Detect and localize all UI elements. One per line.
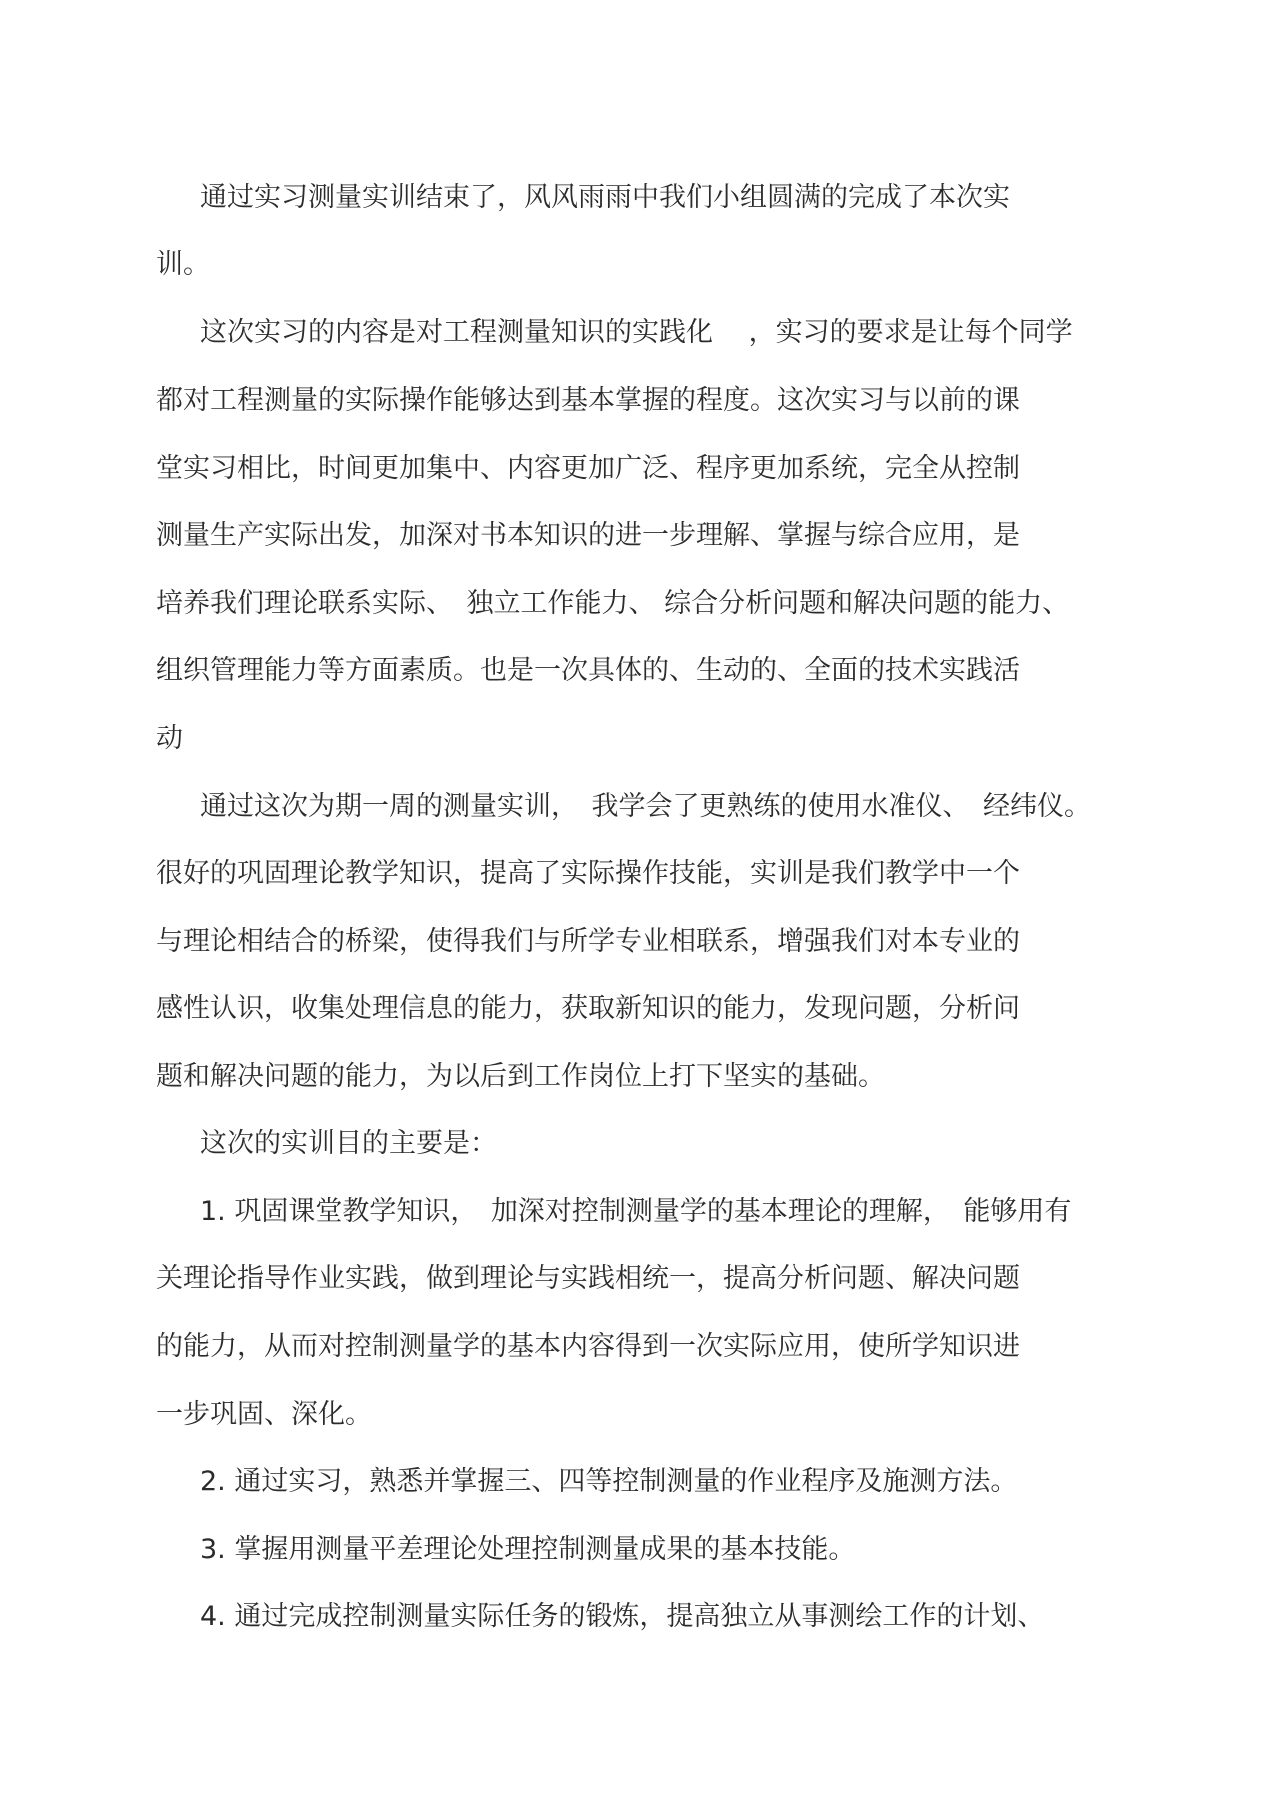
text-line: 测量生产实际出发，加深对书本知识的进一步理解、掌握与综合应用，是 xyxy=(156,520,1020,551)
list-item-line: 3. 掌握用测量平差理论处理控制测量成果的基本技能。 xyxy=(200,1534,856,1565)
text-line: 组织管理能力等方面素质。也是一次具体的、生动的、全面的技术实践活 xyxy=(156,655,1020,686)
text-line: 感性认识，收集处理信息的能力，获取新知识的能力，发现问题，分析问 xyxy=(156,993,1020,1024)
text-line: 堂实习相比，时间更加集中、内容更加广泛、程序更加系统，完全从控制 xyxy=(156,453,1020,484)
text-line: 通过这次为期一周的测量实训， 我学会了更熟练的使用水准仪、 经纬仪。 xyxy=(200,791,1091,822)
text-line: 很好的巩固理论教学知识，提高了实际操作技能，实训是我们教学中一个 xyxy=(156,858,1020,889)
list-item-line: 2. 通过实习，熟悉并掌握三、四等控制测量的作业程序及施测方法。 xyxy=(200,1466,1018,1497)
text-line: 训。 xyxy=(156,249,210,280)
text-line: 都对工程测量的实际操作能够达到基本掌握的程度。这次实习与以前的课 xyxy=(156,385,1020,416)
list-item-line: 1. 巩固课堂教学知识， 加深对控制测量学的基本理论的理解， 能够用有 xyxy=(200,1196,1072,1227)
list-item-line: 4. 通过完成控制测量实际任务的锻炼，提高独立从事测绘工作的计划、 xyxy=(200,1601,1045,1632)
text-line: 通过实习测量实训结束了，风风雨雨中我们小组圆满的完成了本次实 xyxy=(200,182,1010,213)
text-line: 关理论指导作业实践，做到理论与实践相统一，提高分析问题、解决问题 xyxy=(156,1263,1020,1294)
text-line: 与理论相结合的桥梁，使得我们与所学专业相联系，增强我们对本专业的 xyxy=(156,926,1020,957)
text-line: 这次的实训目的主要是： xyxy=(200,1128,497,1159)
text-line: 题和解决问题的能力，为以后到工作岗位上打下坚实的基础。 xyxy=(156,1061,885,1092)
text-line: 一步巩固、深化。 xyxy=(156,1399,372,1430)
text-line: 培养我们理论联系实际、 独立工作能力、 综合分析问题和解决问题的能力、 xyxy=(156,588,1070,619)
text-line: 动 xyxy=(156,723,183,754)
text-line: 的能力，从而对控制测量学的基本内容得到一次实际应用，使所学知识进 xyxy=(156,1331,1020,1362)
text-line: 这次实习的内容是对工程测量知识的实践化 ，实习的要求是让每个同学 xyxy=(200,317,1073,348)
